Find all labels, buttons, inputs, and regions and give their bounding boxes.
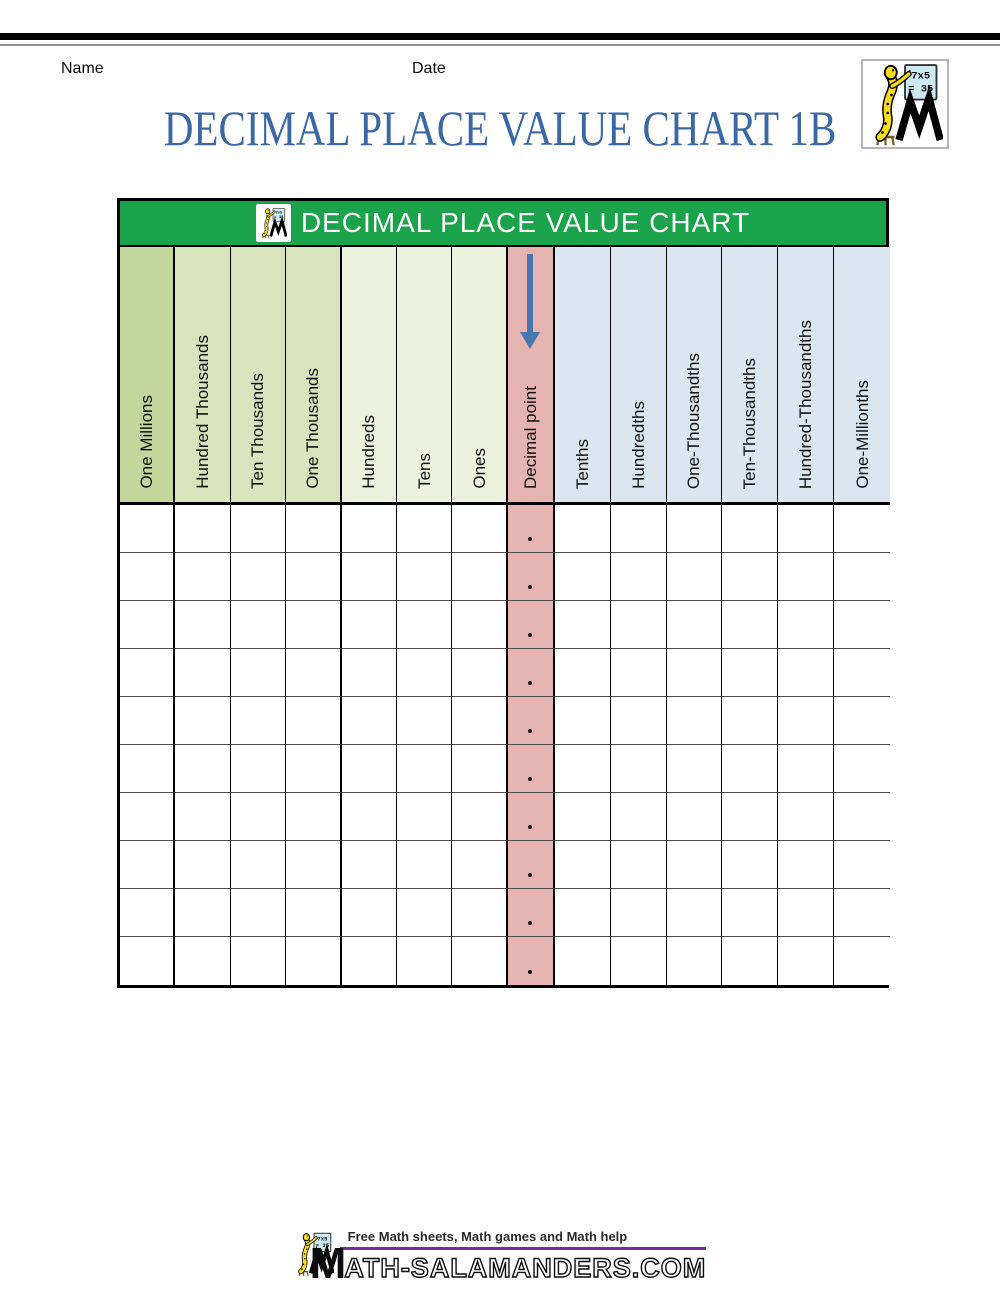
value-cell — [667, 601, 723, 649]
value-cell — [286, 505, 341, 553]
header-cell-tenths — [555, 247, 611, 505]
value-cell — [286, 697, 341, 745]
value-cell — [452, 553, 507, 601]
header-cell-hundredths — [611, 247, 667, 505]
value-cell — [611, 601, 667, 649]
value-cell — [834, 889, 890, 937]
value-cell — [834, 505, 890, 553]
value-cell — [286, 745, 341, 793]
value-cell — [722, 793, 778, 841]
value-cell — [722, 601, 778, 649]
value-cell — [120, 937, 175, 985]
value-cell — [611, 745, 667, 793]
value-cell — [722, 937, 778, 985]
value-cell — [342, 745, 397, 793]
value-cell — [555, 889, 611, 937]
value-cell — [286, 793, 341, 841]
value-cell — [452, 697, 507, 745]
value-cell — [778, 793, 834, 841]
value-cell — [452, 793, 507, 841]
value-cell — [175, 649, 230, 697]
value-cell — [397, 553, 452, 601]
header-label: One Thousands — [303, 368, 323, 489]
value-cell — [834, 697, 890, 745]
value-cell — [667, 841, 723, 889]
value-cell — [120, 553, 175, 601]
value-cell — [397, 745, 452, 793]
header-label: One-Millionths — [852, 380, 872, 489]
value-cell — [120, 841, 175, 889]
value-cell — [397, 841, 452, 889]
header-label: Hundred Thousands — [193, 335, 213, 489]
decimal-point-cell — [508, 889, 555, 937]
decimal-point-dot — [528, 681, 532, 685]
value-cell — [722, 889, 778, 937]
value-cell — [452, 745, 507, 793]
value-cell — [555, 697, 611, 745]
math-salamanders-logo-icon — [861, 59, 949, 149]
value-cell — [397, 697, 452, 745]
value-cell — [778, 697, 834, 745]
footer — [0, 1229, 1000, 1288]
decimal-point-dot — [528, 921, 532, 925]
value-cell — [778, 553, 834, 601]
value-cell — [555, 745, 611, 793]
value-cell — [231, 793, 286, 841]
header-cell-ten-thousands — [231, 247, 286, 505]
table-row — [120, 601, 886, 649]
table-row — [120, 841, 886, 889]
value-cell — [834, 649, 890, 697]
value-cell — [342, 553, 397, 601]
decimal-point-dot — [528, 825, 532, 829]
header-label: One Millions — [137, 395, 157, 489]
table-row — [120, 697, 886, 745]
value-cell — [555, 937, 611, 985]
header-cell-tens — [397, 247, 452, 505]
value-cell — [175, 601, 230, 649]
header-label: Ten Thousands — [248, 373, 268, 489]
decimal-point-dot — [528, 633, 532, 637]
value-cell — [778, 841, 834, 889]
decimal-point-cell — [508, 937, 555, 985]
value-cell — [286, 601, 341, 649]
value-cell — [778, 601, 834, 649]
decimal-point-dot — [528, 537, 532, 541]
header-label: Tens — [414, 453, 434, 489]
decimal-point-dot — [528, 873, 532, 877]
table-row — [120, 937, 886, 985]
value-cell — [834, 745, 890, 793]
page-title: DECIMAL PLACE VALUE CHART 1B — [163, 100, 837, 156]
header-cell-one-thousands — [286, 247, 341, 505]
header-label: Ten-Thousandths — [740, 357, 760, 489]
value-cell — [342, 601, 397, 649]
value-cell — [231, 937, 286, 985]
value-cell — [175, 889, 230, 937]
value-cell — [120, 889, 175, 937]
header-cell-one-millionths — [834, 247, 890, 505]
table-row — [120, 553, 886, 601]
value-cell — [342, 841, 397, 889]
decimal-point-cell — [508, 601, 555, 649]
decimal-point-cell — [508, 841, 555, 889]
value-cell — [452, 505, 507, 553]
decimal-point-dot — [528, 729, 532, 733]
value-cell — [120, 505, 175, 553]
value-cell — [231, 841, 286, 889]
table-row — [120, 793, 886, 841]
value-cell — [611, 553, 667, 601]
header-label: Ones — [469, 448, 489, 489]
value-cell — [722, 505, 778, 553]
top-divider-thin — [0, 44, 1000, 46]
value-cell — [611, 889, 667, 937]
value-cell — [286, 937, 341, 985]
decimal-point-cell — [508, 505, 555, 553]
header-cell-decimal-point — [508, 247, 555, 505]
decimal-point-dot — [528, 585, 532, 589]
value-cell — [667, 937, 723, 985]
value-cell — [452, 601, 507, 649]
value-cell — [342, 505, 397, 553]
value-cell — [175, 937, 230, 985]
value-cell — [120, 793, 175, 841]
value-cell — [120, 745, 175, 793]
header-cell-hundreds — [342, 247, 397, 505]
value-cell — [611, 937, 667, 985]
value-cell — [778, 745, 834, 793]
value-cell — [834, 937, 890, 985]
value-cell — [778, 889, 834, 937]
table-row — [120, 745, 886, 793]
value-cell — [175, 553, 230, 601]
decimal-point-cell — [508, 697, 555, 745]
value-cell — [175, 505, 230, 553]
value-cell — [397, 601, 452, 649]
value-cell — [231, 889, 286, 937]
header-cell-hundred-thousandths — [778, 247, 834, 505]
value-cell — [452, 649, 507, 697]
value-cell — [175, 841, 230, 889]
value-cell — [555, 841, 611, 889]
top-divider-thick — [0, 33, 1000, 40]
site-name — [309, 1239, 707, 1288]
value-cell — [667, 553, 723, 601]
value-cell — [120, 601, 175, 649]
value-cell — [286, 841, 341, 889]
value-cell — [175, 697, 230, 745]
header-cell-ones — [452, 247, 507, 505]
value-cell — [231, 505, 286, 553]
place-value-table — [117, 198, 889, 988]
value-cell — [342, 649, 397, 697]
header-cell-one-millions — [120, 247, 175, 505]
value-cell — [555, 649, 611, 697]
value-cell — [342, 889, 397, 937]
site-name-initial: M — [309, 1239, 345, 1288]
value-cell — [231, 553, 286, 601]
value-cell — [397, 505, 452, 553]
value-cell — [120, 649, 175, 697]
value-cell — [778, 505, 834, 553]
value-cell — [342, 937, 397, 985]
value-cell — [611, 505, 667, 553]
value-cell — [452, 889, 507, 937]
name-label: Name — [61, 60, 104, 77]
date-label: Date — [412, 60, 446, 77]
banner-logo-icon — [256, 204, 291, 242]
value-cell — [667, 745, 723, 793]
header-row — [120, 247, 886, 505]
value-cell — [397, 649, 452, 697]
header-label: One-Thousandths — [684, 352, 704, 489]
value-cell — [834, 601, 890, 649]
value-cell — [231, 697, 286, 745]
value-cell — [231, 745, 286, 793]
value-cell — [397, 937, 452, 985]
value-cell — [342, 793, 397, 841]
header-label: Hundredths — [628, 401, 648, 489]
value-cell — [778, 937, 834, 985]
decimal-point-cell — [508, 553, 555, 601]
banner-title: DECIMAL PLACE VALUE CHART — [300, 207, 751, 238]
value-cell — [834, 553, 890, 601]
value-cell — [397, 793, 452, 841]
table-row — [120, 889, 886, 937]
value-cell — [555, 793, 611, 841]
value-cell — [611, 649, 667, 697]
value-cell — [342, 697, 397, 745]
table-row — [120, 649, 886, 697]
value-cell — [667, 505, 723, 553]
value-cell — [175, 745, 230, 793]
value-cell — [778, 649, 834, 697]
value-cell — [175, 793, 230, 841]
header-cell-one-thousandths — [667, 247, 723, 505]
value-cell — [286, 553, 341, 601]
table-row — [120, 505, 886, 553]
value-cell — [611, 841, 667, 889]
header-label: Hundreds — [359, 415, 379, 489]
value-cell — [452, 937, 507, 985]
value-cell — [231, 649, 286, 697]
value-cell — [667, 889, 723, 937]
value-cell — [555, 505, 611, 553]
header-label: Tenths — [572, 438, 592, 489]
header-cell-ten-thousandths — [722, 247, 778, 505]
footer-tagline: Free Math sheets, Math games and Math help — [347, 1229, 628, 1244]
value-cell — [555, 601, 611, 649]
value-cell — [722, 697, 778, 745]
value-cell — [834, 841, 890, 889]
value-cell — [722, 841, 778, 889]
decimal-point-dot — [528, 777, 532, 781]
value-cell — [286, 649, 341, 697]
table-banner — [120, 201, 886, 247]
value-cell — [397, 889, 452, 937]
value-cell — [667, 793, 723, 841]
value-cell — [611, 793, 667, 841]
value-cell — [667, 649, 723, 697]
value-cell — [722, 553, 778, 601]
decimal-point-cell — [508, 793, 555, 841]
value-cell — [834, 793, 890, 841]
header-label: Hundred-Thousandths — [796, 319, 816, 489]
site-name-rest: ATH-SALAMANDERS.COM — [344, 1253, 707, 1284]
header-label: Decimal point — [520, 386, 540, 489]
table-body — [120, 505, 886, 985]
decimal-point-dot — [528, 970, 532, 974]
value-cell — [722, 649, 778, 697]
decimal-point-cell — [508, 745, 555, 793]
value-cell — [286, 889, 341, 937]
value-cell — [120, 697, 175, 745]
header-cell-hundred-thousands — [175, 247, 230, 505]
value-cell — [231, 601, 286, 649]
decimal-point-cell — [508, 649, 555, 697]
value-cell — [667, 697, 723, 745]
value-cell — [452, 841, 507, 889]
decimal-down-arrow-icon — [517, 254, 543, 350]
value-cell — [611, 697, 667, 745]
value-cell — [722, 745, 778, 793]
value-cell — [555, 553, 611, 601]
